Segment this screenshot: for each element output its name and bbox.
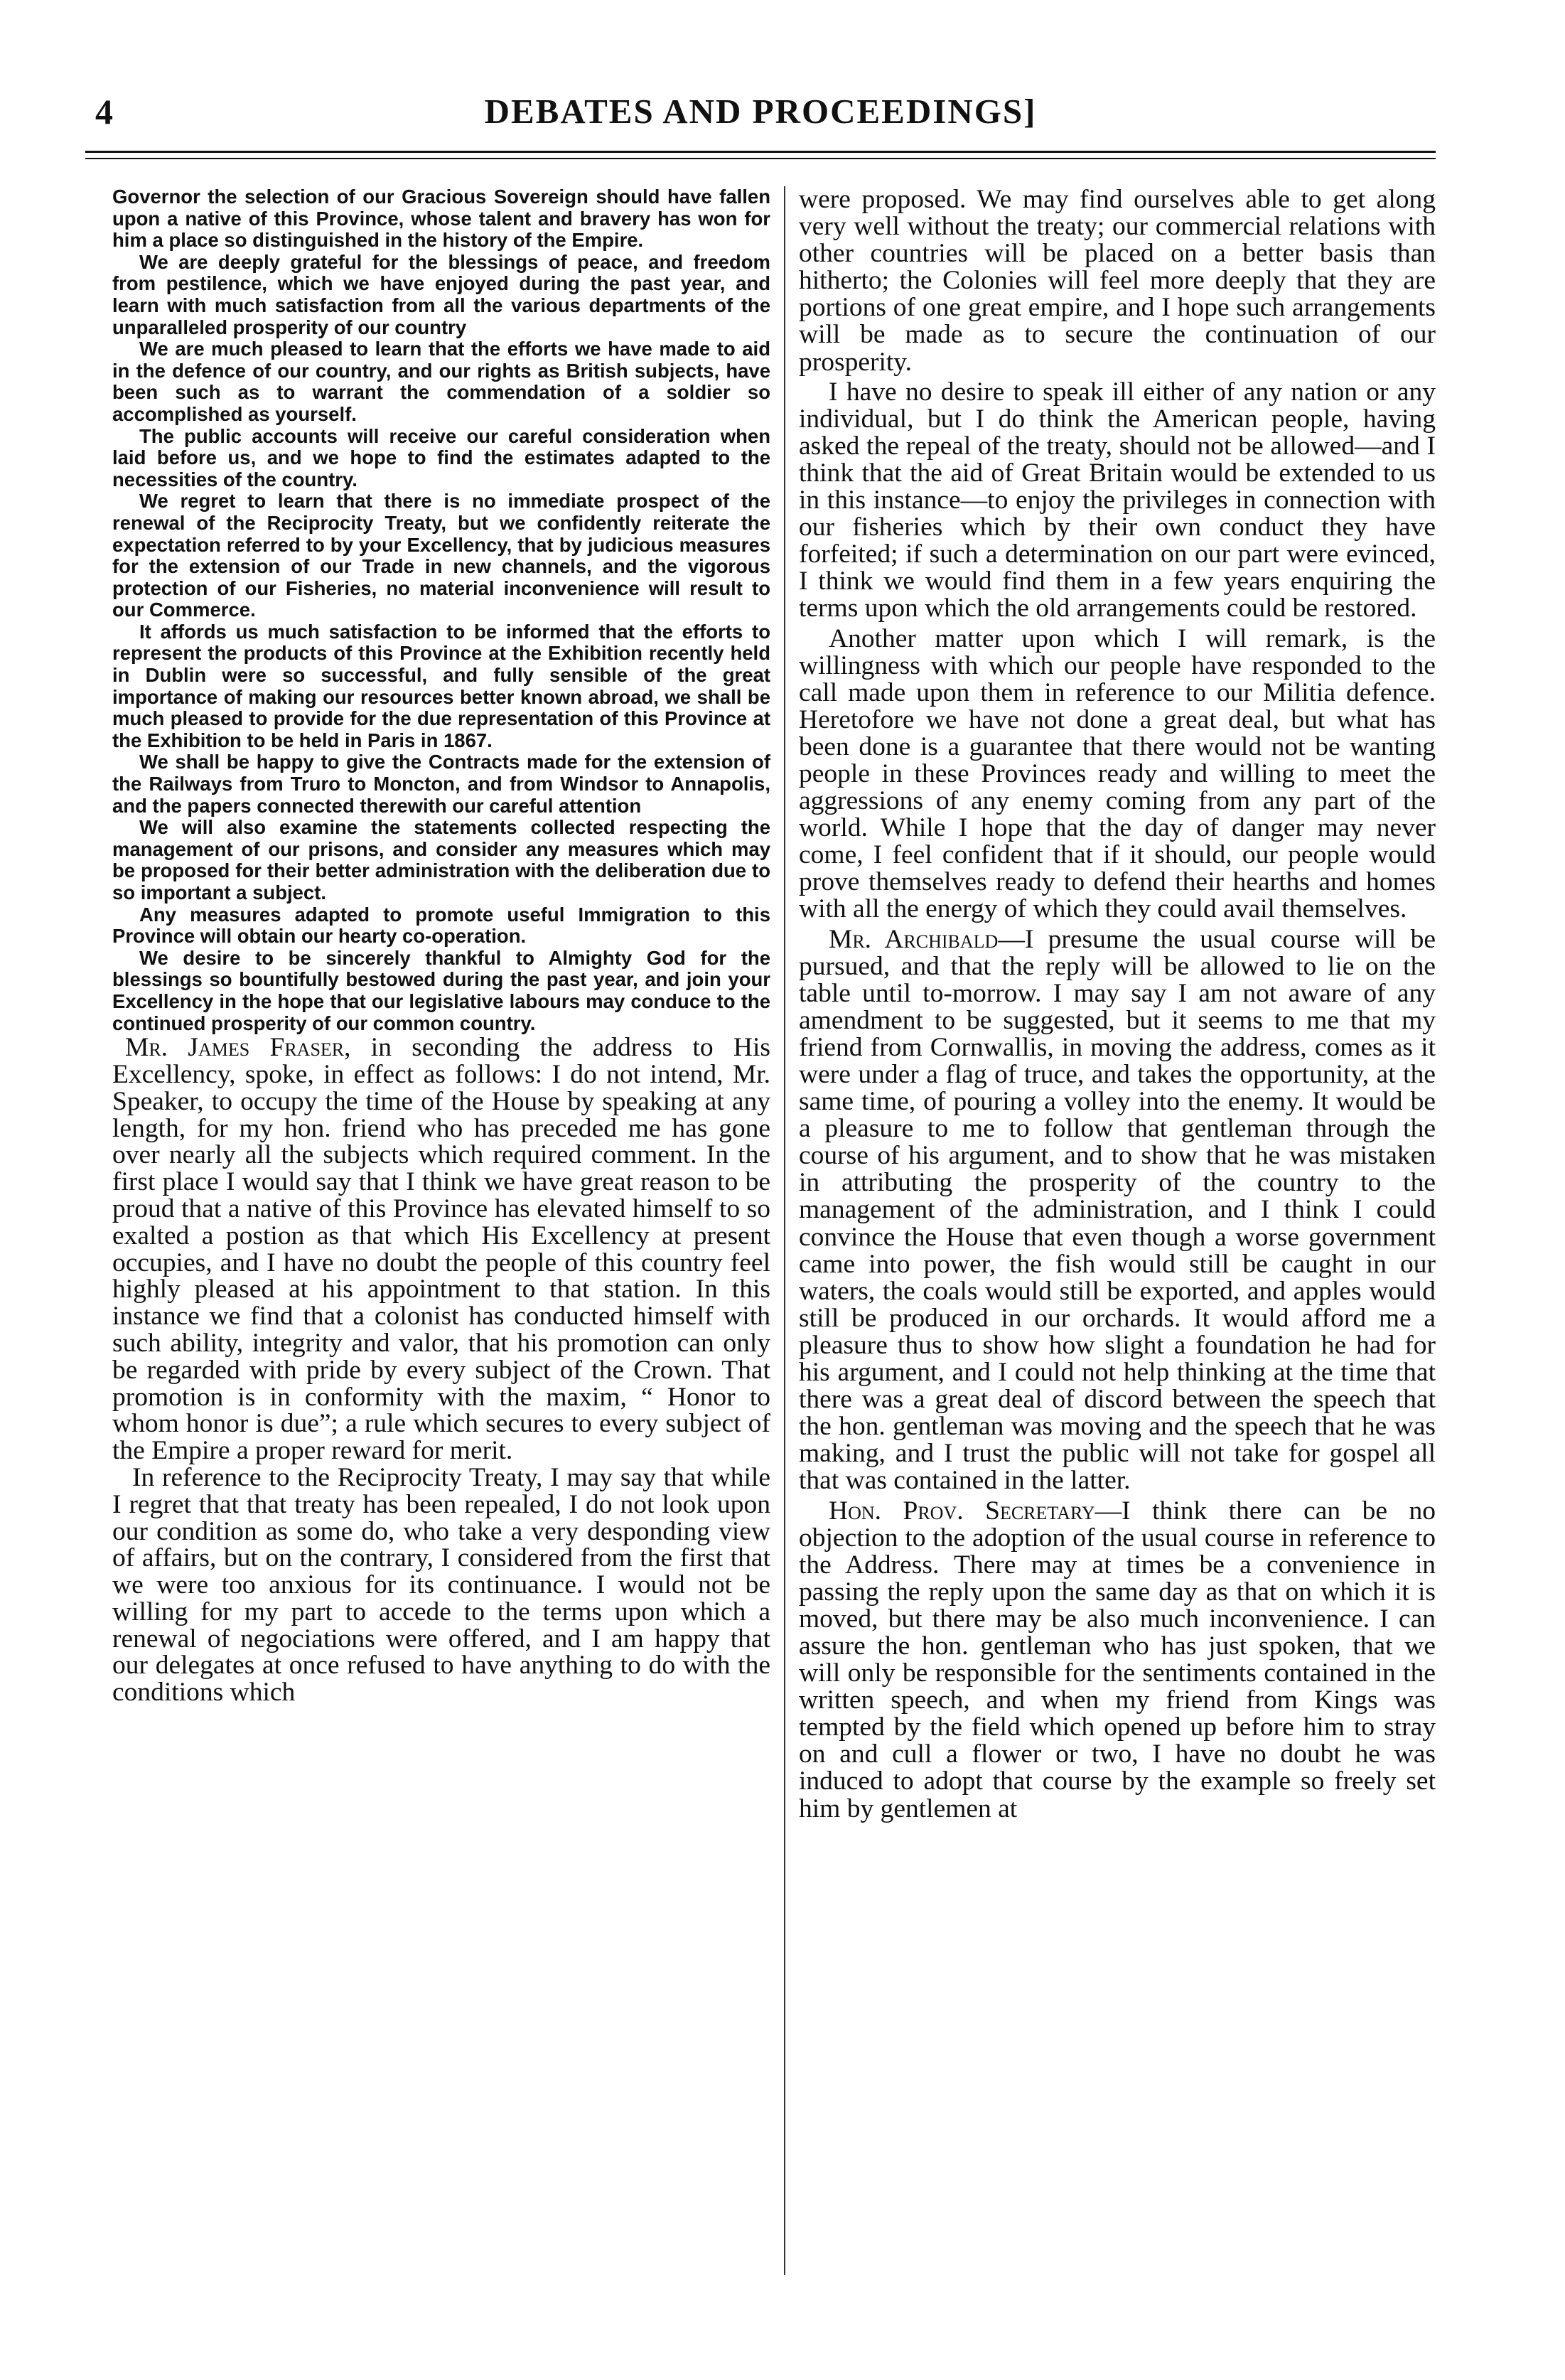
speech-paragraph: In reference to the Reciprocity Treaty, I may say that while I regret that that treaty has been repealed, I do not look upon our condition as some do, who take a very desponding view of affairs, but on the contrary, I considered from the first that we were too anxious for its continuance. I would not be willing for my part to accede to the terms upon which a renewal of negociations were offered, and I am happy that our delegates at once refused to have anything to do with the conditions which: [112, 1462, 770, 1708]
left-column: [112, 186, 770, 1706]
address-paragraph: Governor the selection of our Gracious Sovereign should have fallen upon a native of this Province, whose talent and bravery has won for him a place so distinguished in the history of the Empire.: [112, 186, 770, 252]
speaker-name: Hon. Prov. Secretary: [829, 1496, 1095, 1526]
speech-text: in seconding the address to His Excellency, spoke, in effect as follows: I do not intend, Mr. Speaker, to occupy the time of the House by speaking at any length, for my hon. friend who has preceded me has gone over nearly all the subjects which required comment. In the first place I would say that I think we have great reason to be proud that a native of this Province has elevated himself to so exalted a postion as that which His Excellency at present occupies, and I have no doubt the people of this country feel highly pleased at his appointment to that station. In this instance we find that a colonist has conducted himself with such ability, integrity and valor, that his promotion can only be regarded with pride by every subject of the Crown. That promotion is in conformity with the maxim, “ Honor to whom honor is due”; a rule which secures to every subject of the Empire a proper reward for merit.: [112, 1033, 770, 1466]
page-number: 4: [95, 92, 113, 132]
address-paragraph: We shall be happy to give the Contracts made for the extension of the Railways from Truro to Moncton, and from Windsor to Annapolis, and the papers connected therewith our careful attention: [112, 751, 770, 817]
speech-paragraph: [799, 1498, 1436, 1823]
header-rule-thick: [85, 151, 1436, 153]
speech-paragraph: [799, 926, 1436, 1495]
address-paragraph: We are much pleased to learn that the efforts we have made to aid in the defence of our country, and our rights as British subjects, have been such as to warrant the commendation of a soldier so accomplished as yourself.: [112, 338, 770, 425]
address-paragraph: The public accounts will receive our careful consideration when laid before us, and we hope to find the estimates adapted to the necessities of the country.: [112, 424, 770, 491]
address-paragraph: Any measures adapted to promote useful Immigration to this Province will obtain our hearty co-operation.: [112, 903, 770, 948]
address-reply-text: [112, 186, 770, 1034]
speech-text: —I presume the usual course will be pursued, and that the reply will be allowed to lie on the table until to-morrow. I may say I am not aware of any amendment to be suggested, but it seems to me that my friend from Cornwallis, in moving the address, comes as it were under a flag of truce, and takes the opportunity, at the same time, of pouring a volley into the enemy. It would be a pleasure to me to follow that gentleman through the course of his argument, and to show that he was mistaken in attributing the prosperity of the country to the management of the administration, and I think I could convince the House that even though a worse government came into power, the fish would still be caught in our waters, the coals would still be exported, and apples would still be produced in our orchards. It would afford me a pleasure thus to show how slight a foundation he had for his argument, and I could not help thinking at the time that there was a great deal of discord between the speech that the hon. gentleman was moving and the speech that he was making, and I trust the public will not take for gospel all that was contained in the latter.: [799, 924, 1436, 1496]
address-paragraph: We will also examine the statements collected respecting the management of our prisons, and consider any measures which may be proposed for their better administration with the deliberation due to so important a subject.: [112, 816, 770, 904]
page-header: [85, 91, 1436, 134]
running-head: DEBATES AND PROCEEDINGS]: [484, 92, 1037, 131]
speech-paragraph: I have no desire to speak ill either of any nation or any individual, but I do think the American people, having asked the repeal of the treaty, should not be allowed—and I think that the aid of Great Britain would be extended to us in this instance—to enjoy the privileges in connection with our fisheries which by their own conduct they have forfeited; if such a determination on our part were evinced, I think we would find them in a few years enquiring the terms upon which the old arrangements could be restored.: [799, 377, 1436, 623]
address-paragraph: We are deeply grateful for the blessings of peace, and freedom from pestilence, which we have enjoyed during the past year, and learn with much satisfaction from all the various departments of the unparalleled prosperity of our country: [112, 250, 770, 338]
speech-paragraph: [112, 1034, 770, 1464]
address-paragraph: It affords us much satisfaction to be informed that the efforts to represent the products of this Province at the Exhibition recently held in Dublin were so successful, and fully sensible of the great importance of making our resources better known abroad, we shall be much pleased to provide for the due representation of this Province at the Exhibition to be held in Paris in 1867.: [112, 620, 770, 751]
fraser-speech: [112, 1034, 770, 1706]
speaker-name: Mr. Archibald: [829, 924, 999, 954]
address-paragraph: We desire to be sincerely thankful to Almighty God for the blessings so bountifully bestowed during the past year, and join your Excellency in the hope that our legislative labours may conduce to the continued prosperity of our common country.: [112, 946, 770, 1034]
speech-paragraph: Another matter upon which I will remark, is the willingness with which our people have responded to the call made upon them in reference to our Militia defence. Heretofore we have not done a great deal, but what has been done is a guarantee that there would not be wanting people in these Provinces ready and willing to meet the aggressions of any enemy coming from any part of the world. While I hope that the day of danger may never come, I feel confident that if it should, our people would prove themselves ready to defend their hearths and homes with all the energy of which they could avail themselves.: [799, 623, 1436, 924]
header-rule-thin: [85, 158, 1436, 159]
right-column: [799, 186, 1436, 1826]
speaker-name: Mr. James Fraser,: [125, 1033, 351, 1063]
address-paragraph: We regret to learn that there is no immediate prospect of the renewal of the Reciprocity Treaty, but we confidently reiterate the expectation referred to by your Excellency, that by judicious measures for the extension of our Trade in new channels, and the vigorous protection of our Fisheries, no material inconvenience will result to our Commerce.: [112, 490, 770, 621]
speech-text: —I think there can be no objection to the adoption of the usual course in reference to the Address. There may at times be a convenience in passing the reply upon the same day as that on which it is moved, but there may be also much inconvenience. I can assure the hon. gentleman who has just spoken, that we will only be responsible for the sentiments contained in the written speech, and when my friend from Kings was tempted by the field which opened up before him to stray on and cull a flower or two, I have no doubt he was induced to adopt that course by the example so freely set him by gentlemen at: [799, 1496, 1436, 1823]
column-divider: [784, 186, 785, 2275]
speech-paragraph: were proposed. We may find ourselves able to get along very well without the treaty; our commercial relations with other countries will be placed on a better basis than hitherto; the Colonies will feel more deeply that they are portions of one great empire, and I hope such arrangements will be made as to secure the continuation of our prosperity.: [799, 185, 1436, 377]
